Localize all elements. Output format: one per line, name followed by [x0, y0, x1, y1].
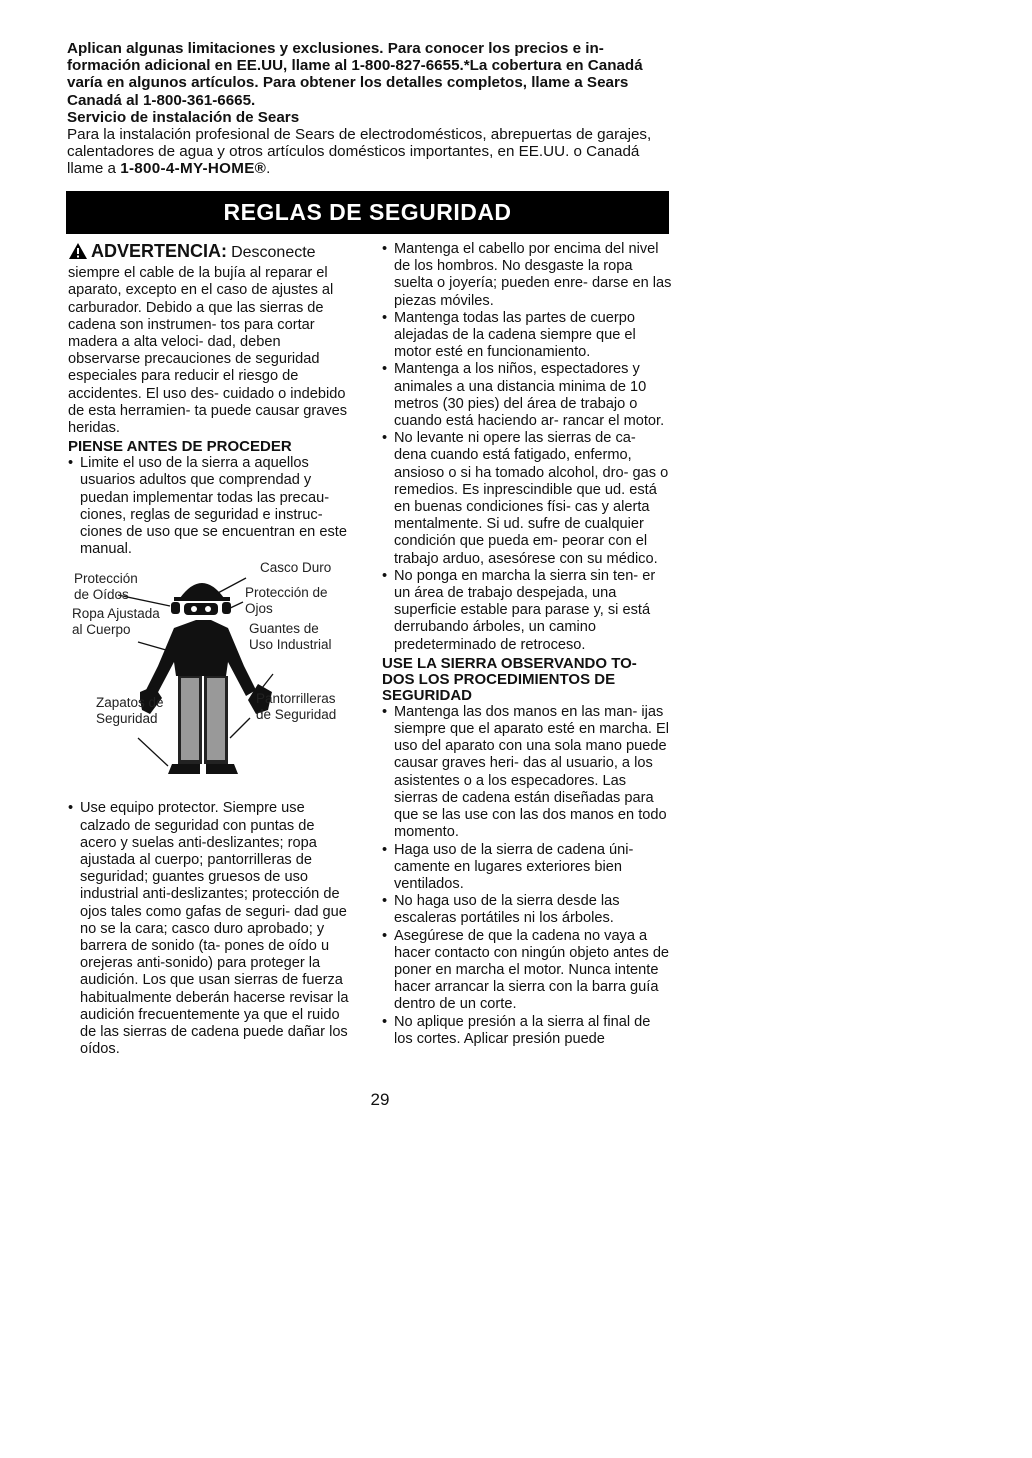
think-list — [68, 455, 353, 558]
safety-chaps-label — [256, 691, 336, 723]
right-column — [382, 241, 672, 1048]
think-heading: PIENSE ANTES DE PROCEDER — [68, 438, 292, 456]
ear-protection-label — [74, 571, 138, 603]
warning-text: siempre el cable de la bujía al reparar el aparato, excepto en el caso de ajustes al carburador. Debido a que las sierras de cadena son instrumen- tos para cortar madera a alta veloci- dad, deben observarse precauciones de seguridad especiales para reducir el riesgo de accidentes. El uso des- cuidado o indebido de esta herramien- ta puede causar graves heridas. — [68, 265, 348, 437]
left-column — [68, 242, 353, 1059]
list-item: • No ponga en marcha la sierra sin ten- er un área de trabajo despejada, una superficie estable para parase y, si está derrubando árboles, un camino predeterminado de retroceso. — [382, 568, 672, 654]
label-line: al Cuerpo — [72, 622, 131, 638]
label-line: Guantes de — [249, 621, 319, 637]
warranty-text: Aplican algunas limitaciones y exclusiones. Para conocer los precios e in- formación adicional en EE.UU, llame al 1-800-827-6655.*La cobertura en Canadá varía en algunos artículos. Para obtener los detalles completos, llame a Sears Canadá al 1-800-361-6665. — [67, 40, 643, 109]
helmet-label — [260, 560, 331, 576]
list-item: • No aplique presión a la sierra al final de los cortes. Aplicar presión puede — [382, 1014, 672, 1048]
list-item: • Mantenga el cabello por encima del nivel de los hombros. No desgaste la ropa suelta o joyería; pueden enre- darse en las piezas móviles. — [382, 241, 672, 310]
use-saw-heading: USE LA SIERRA OBSERVANDO TO- DOS LOS PROCEDIMIENTOS DE SEGURIDAD — [382, 654, 637, 704]
label-line: Pantorrilleras — [256, 691, 336, 707]
warning-title: ADVERTENCIA: — [91, 241, 228, 261]
service-heading: Servicio de instalación de Sears — [67, 108, 300, 126]
list-item: • No haga uso de la sierra desde las escaleras portátiles ni los árboles. — [382, 893, 672, 927]
label-line: de Oídos — [74, 587, 129, 603]
protective-gear-list — [68, 800, 353, 1058]
protective-gear-figure — [68, 560, 353, 790]
label-line: Seguridad — [96, 711, 158, 727]
list-item: • Use equipo protector. Siempre use calzado de seguridad con puntas de acero y suelas anti-deslizantes; ropa ajustada al cuerpo; pantorrilleras de seguridad; guantes gruesos de uso industrial anti-deslizantes; protección de ojos tales como gafas de seguri- dad gue no se la cara; casco duro aprobado; y barrera de sonido (ta- pones de oído u orejeras anti-sonido) para proteger la audición. Los que usan sierras de fuerza habitualmente deberán hacerse revisar la audición frecuentemente ya que el ruido de las sierras de cadena puede dañar los oídos. — [68, 800, 353, 1058]
tight-clothing-label — [72, 606, 160, 638]
general-safety-list — [382, 241, 672, 654]
section-banner — [66, 191, 669, 234]
list-item: • Limite el uso de la sierra a aquellos usuarios adultos que comprendad y puedan implementar todas las precau- ciones, reglas de seguridad e instruc- ciones de uso que se encuentran en este manual. — [68, 455, 353, 558]
label-line: Ojos — [245, 601, 273, 617]
warning-block — [68, 242, 353, 437]
service-paragraph — [67, 126, 677, 178]
label-line: Protección de — [245, 585, 328, 601]
safety-shoes-label — [96, 695, 164, 727]
warning-lead: Desconecte — [231, 244, 316, 261]
list-item: • Mantenga a los niños, espectadores y animales a una distancia minima de 10 metros (30 pies) del área de trabajo o cuando está haciendo ar- rancar el motor. — [382, 361, 672, 430]
warning-triangle-icon — [68, 242, 88, 265]
list-item: • Haga uso de la sierra de cadena úni- camente en lugares exteriores bien ventilados. — [382, 842, 672, 894]
intro-section — [67, 40, 677, 178]
gloves-label — [249, 621, 332, 653]
eye-protection-label — [245, 585, 328, 617]
procedures-list — [382, 704, 672, 1048]
service-text: Para la instalación profesional de Sears de electrodomésticos, abrepuertas de garajes, calentadores de agua y otros artículos domésticos importantes, en EE.UU. o Canadá llame a — [67, 126, 652, 178]
label-line: de Seguridad — [256, 707, 337, 723]
list-item: • Mantenga todas las partes de cuerpo alejadas de la cadena siempre que el motor esté en funcionamiento. — [382, 310, 672, 362]
label-line: Protección — [74, 571, 138, 587]
service-phone: 1-800-4-MY-HOME® — [120, 160, 267, 178]
label-line: Zapatos de — [96, 695, 164, 711]
label-line: Casco Duro — [260, 560, 332, 576]
label-line: Ropa Ajustada — [72, 606, 160, 622]
service-end: . — [266, 160, 271, 178]
list-item: • Asegúrese de que la cadena no vaya a hacer contacto con ningún objeto antes de poner en marcha el motor. Nunca intente hacer arrancar la sierra con la barra guía dentro de un corte. — [382, 928, 672, 1014]
page-number: 29 — [370, 1090, 390, 1109]
banner-title: REGLAS DE SEGURIDAD — [223, 199, 512, 225]
list-item: • No levante ni opere las sierras de ca- dena cuando está fatigado, enfermo, ansioso o si ha tomado alcohol, dro- gas o remedios. Es inprescindible que ud. está en buenas condiciones físi- cas y alerta mentalmente. Si ud. sufre de cualquier condición que pueda em- peorar con el trabajo arduo, asesórese con su médico. — [382, 430, 672, 568]
list-item: • Mantenga las dos manos en las man- ijas siempre que el aparato esté en marcha. El uso del aparato con una sola mano puede causar graves heri- das al usuario, a los asistentes o a los especadores. Las sierras de cadena están diseñadas para que se las use con las dos manos en todo momento. — [382, 704, 672, 842]
label-line: Uso Industrial — [249, 637, 332, 653]
